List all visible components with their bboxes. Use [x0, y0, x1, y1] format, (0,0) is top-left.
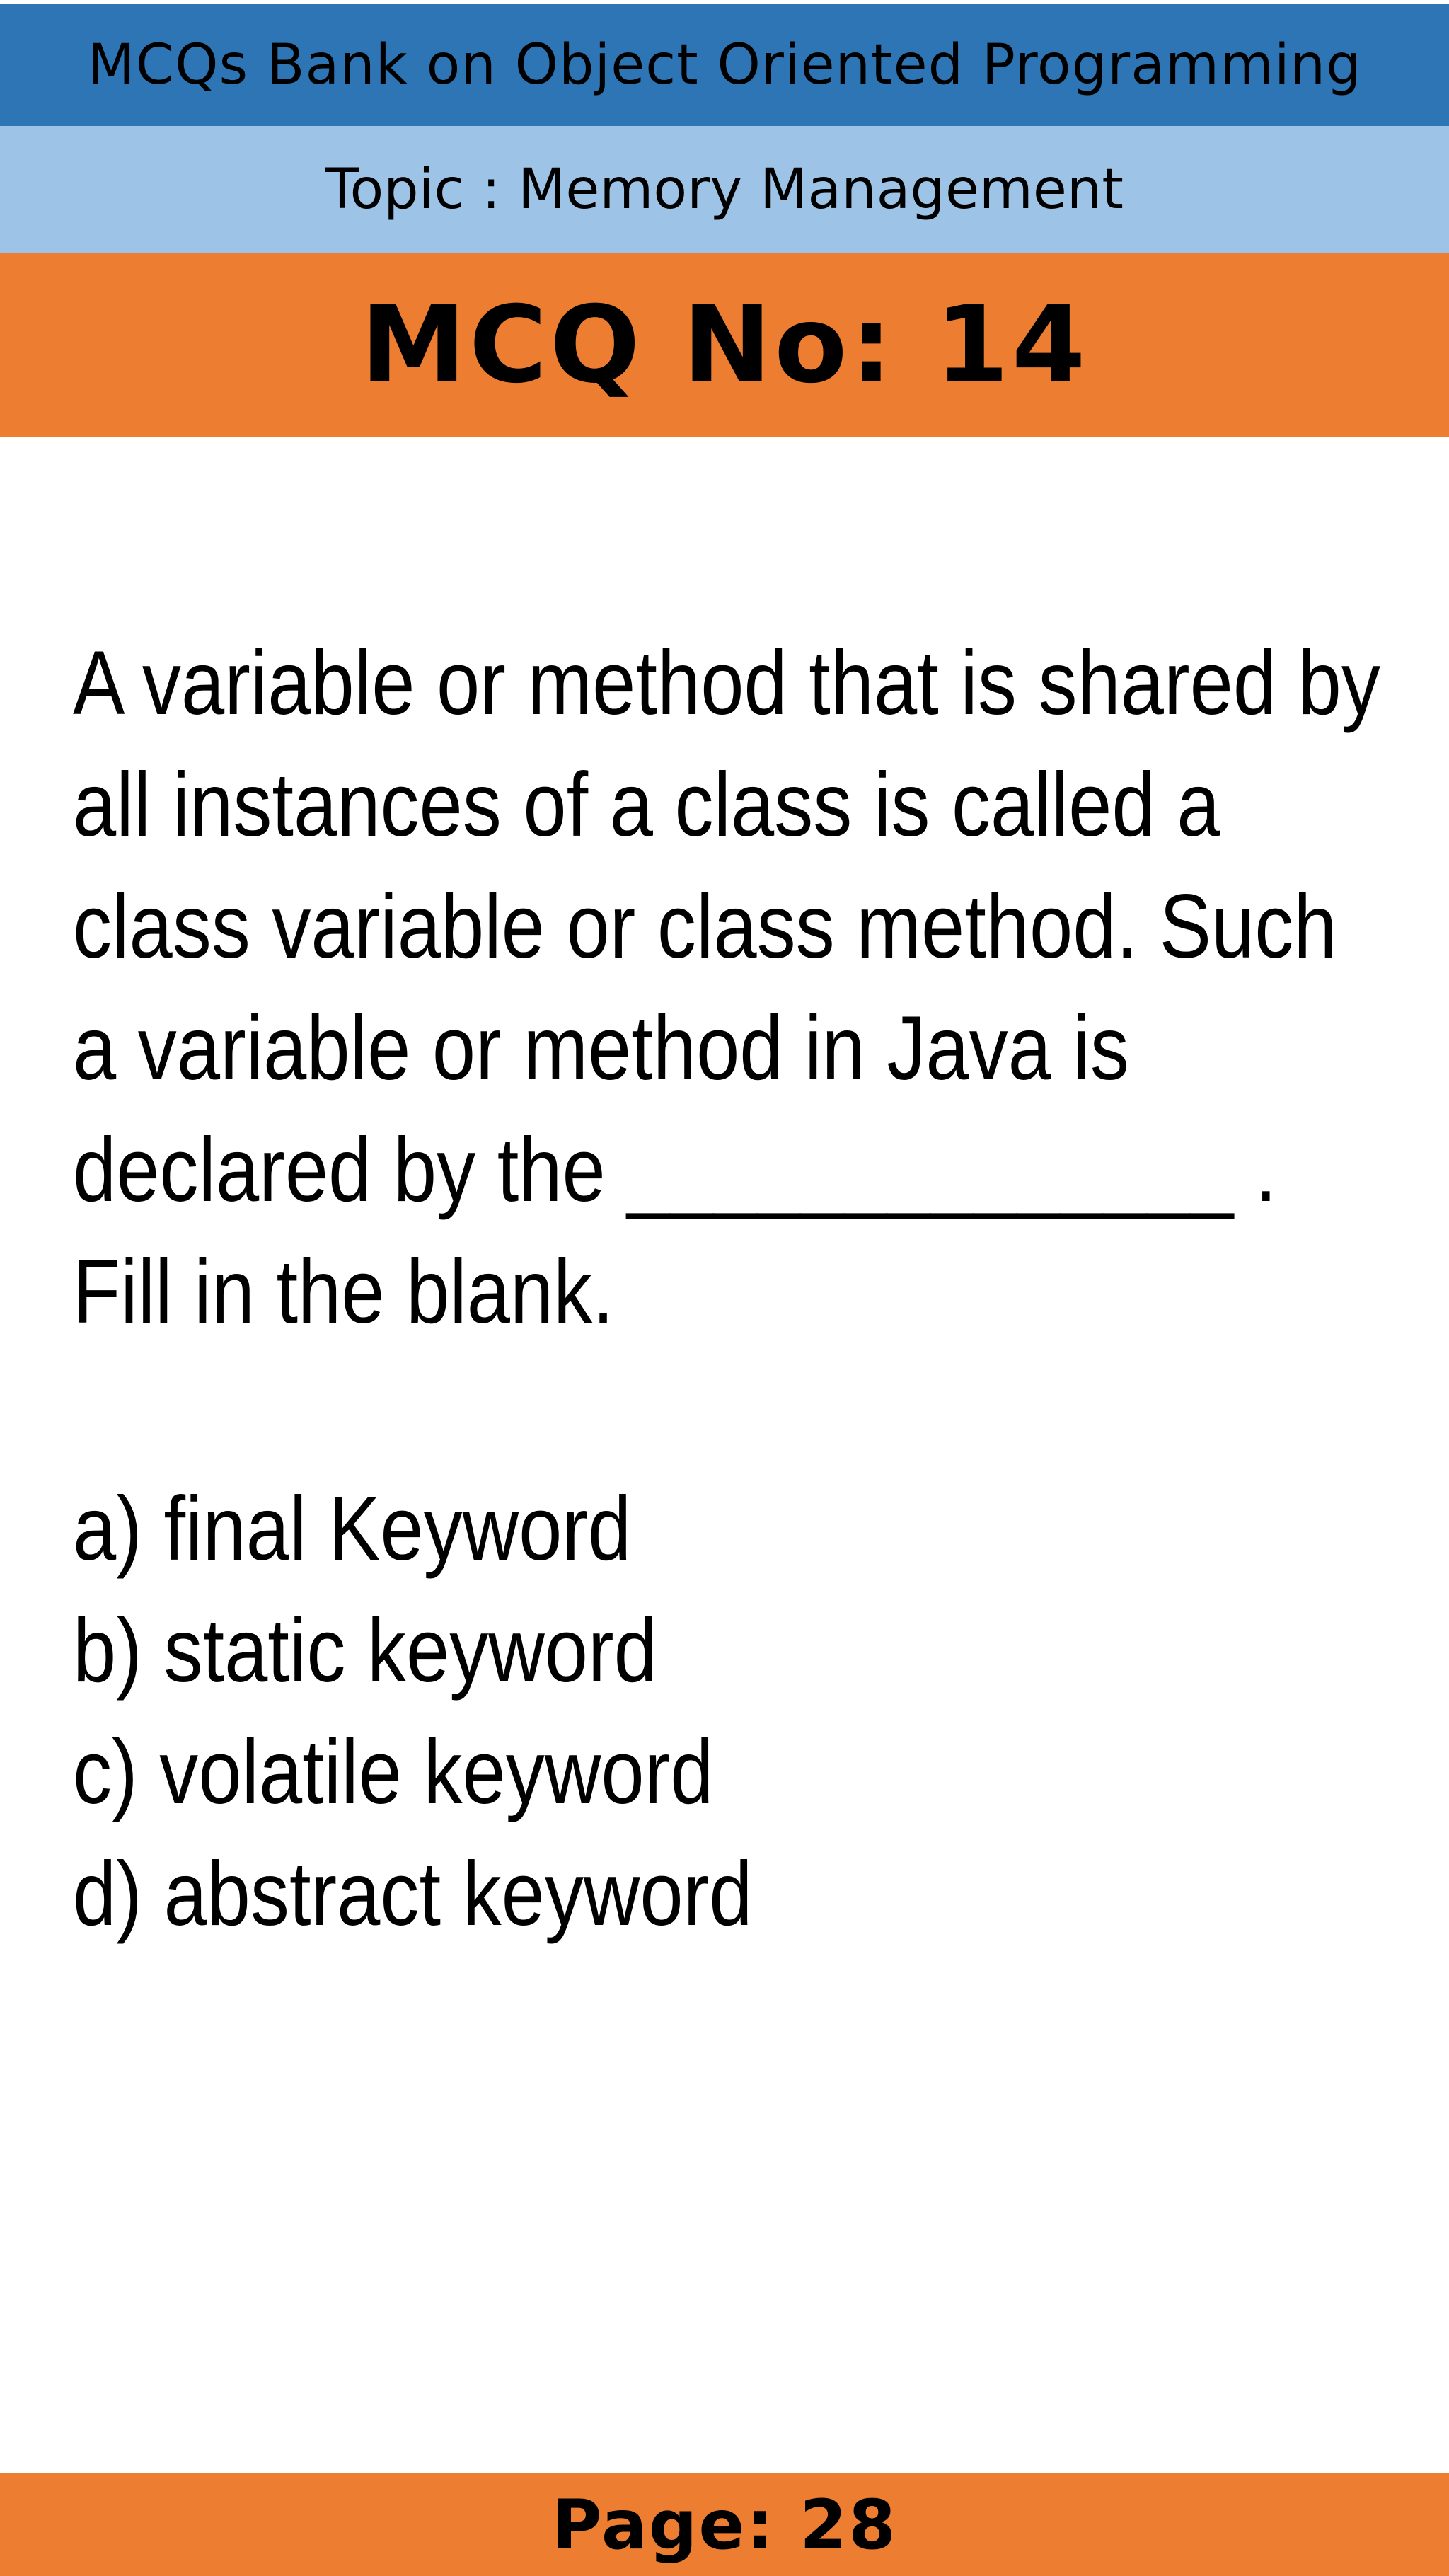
series-title-banner [0, 4, 1449, 126]
option-c: c) volatile keyword [73, 1722, 714, 1823]
series-title: MCQs Bank on Object Oriented Programming [87, 33, 1362, 97]
topic-banner [0, 126, 1449, 253]
mcq-number-banner [0, 253, 1449, 437]
question-text: A variable or method that is shared by all instances of a class is called a class variable or class method. Such a variable or method in Java is declared by the ______________ . Fill in the blank. [73, 633, 1380, 1342]
option-a: a) final Keyword [73, 1478, 632, 1580]
page-number: Page: 28 [552, 2485, 897, 2565]
options-list [73, 1468, 753, 1955]
option-b: b) static keyword [73, 1600, 657, 1701]
mcq-number: MCQ No: 14 [360, 284, 1089, 407]
page-number-banner [0, 2473, 1449, 2576]
topic-label: Topic : Memory Management [325, 158, 1124, 222]
option-d: d) abstract keyword [73, 1844, 753, 1945]
